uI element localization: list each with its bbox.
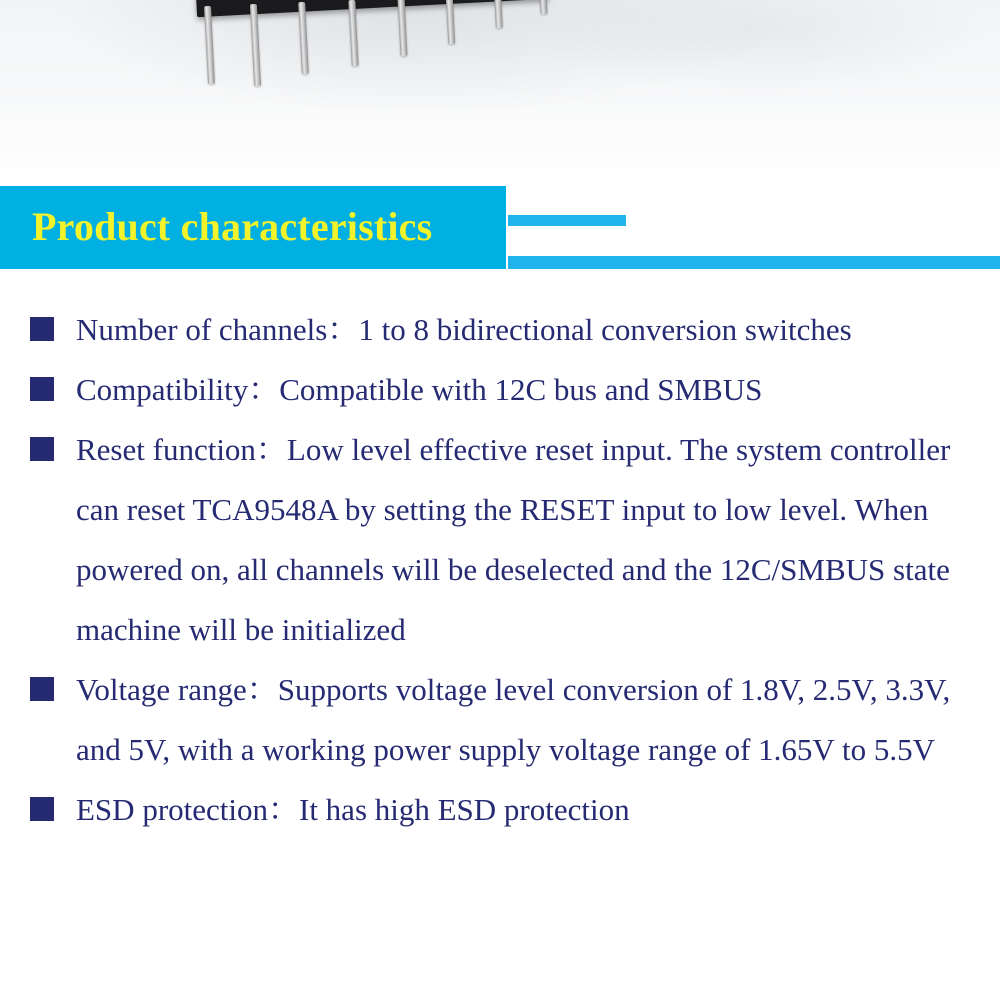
title-rule-long <box>508 256 1000 269</box>
square-bullet-icon <box>30 317 54 341</box>
list-item <box>30 780 970 840</box>
pin-8 <box>539 0 547 14</box>
list-item <box>30 660 970 780</box>
section-header <box>0 186 1000 281</box>
product-photo <box>0 0 1000 186</box>
pin-7 <box>494 0 503 28</box>
square-bullet-icon <box>30 437 54 461</box>
feature-text-esd-protection: ESD protection：It has high ESD protection <box>76 792 630 827</box>
title-rule-short <box>508 215 626 226</box>
feature-text-compatibility: Compatibility：Compatible with 12C bus and SMBUS <box>76 372 763 407</box>
list-item <box>30 360 970 420</box>
feature-text-reset-function: Reset function：Low level effective reset input. The system controller can reset TCA9548A by setting the RESET input to low level. When powered on, all channels will be deselected and the 12C/SMBUS state machine will be initialized <box>76 432 951 647</box>
feature-text-voltage-range: Voltage range：Supports voltage level conversion of 1.8V, 2.5V, 3.3V, and 5V, with a working power supply voltage range of 1.65V to 5.5V <box>76 672 951 767</box>
square-bullet-icon <box>30 377 54 401</box>
list-item <box>30 300 970 360</box>
feature-text-channels: Number of channels：1 to 8 bidirectional conversion switches <box>76 312 852 347</box>
square-bullet-icon <box>30 677 54 701</box>
list-item <box>30 420 970 660</box>
square-bullet-icon <box>30 797 54 821</box>
feature-list <box>0 300 1000 840</box>
page-title: Product characteristics <box>32 204 433 249</box>
